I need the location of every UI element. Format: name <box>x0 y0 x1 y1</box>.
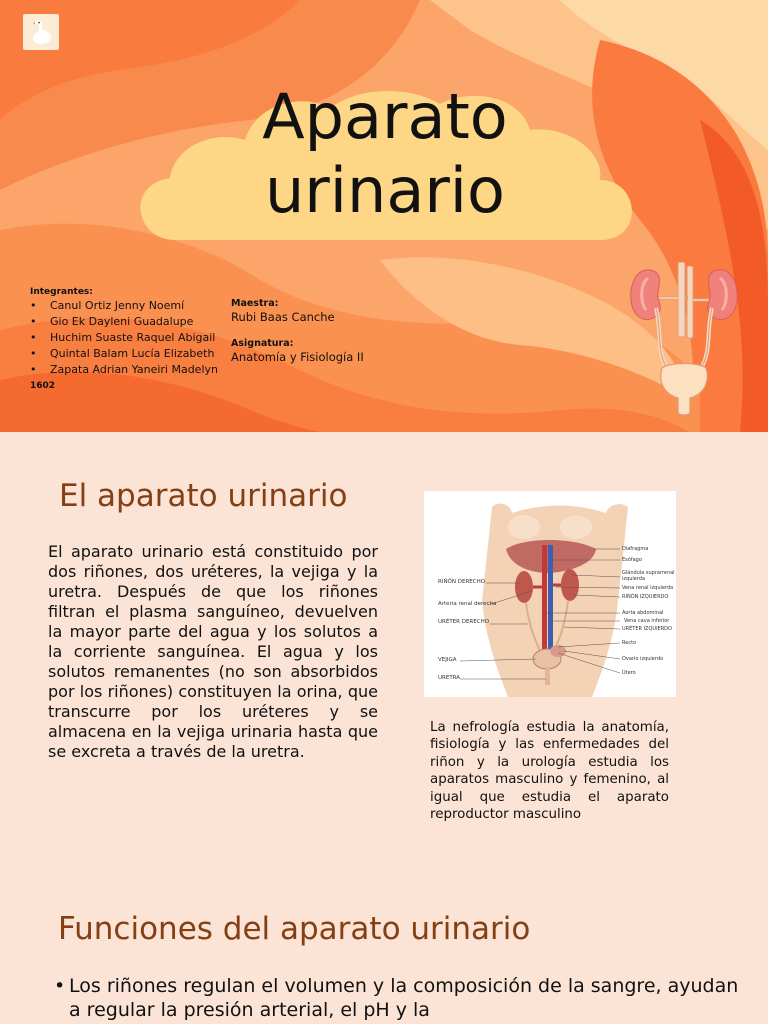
member-item: • Canul Ortiz Jenny Noemí <box>30 298 218 314</box>
functions-list <box>54 974 754 1022</box>
figure-label: Vena renal izquierda <box>622 585 674 591</box>
urinary-system-illustration <box>628 262 740 422</box>
figure-label: Aorta abdominal <box>622 610 664 616</box>
figure-label: RIÑÓN IZQUIERDO <box>622 594 669 600</box>
app-logo <box>23 14 59 50</box>
figure-label: Glándula suprarrenal <box>622 570 675 576</box>
content-slide-1 <box>0 432 768 864</box>
figure-label: Útero <box>622 670 636 676</box>
presentation-title <box>135 80 635 228</box>
member-item: • Zapata Adrian Yaneiri Madelyn <box>30 362 218 378</box>
title-line-2: urinario <box>265 154 505 227</box>
figure-label: URÉTER IZQUIERDO <box>622 626 672 632</box>
description-paragraph: El aparato urinario está constituido por dos riñones, dos uréteres, la vejiga y la uretra. Después de que los riñones filtran el plasma sanguíneo, devuelven la mayor parte del agua y los solutos a la corriente sanguínea. El agua y los solutos remanentes (no son absorbidos por los riñones) constituyen la orina, que transcurre por los uréteres y se almacena en la vejiga urinaria hasta que se excreta a través de la uretra. <box>48 542 378 761</box>
title-slide <box>0 0 768 432</box>
teacher-name: Rubi Baas Canche <box>231 310 335 324</box>
figure-label: URÉTER DERECHO <box>438 619 490 625</box>
figure-label: Vena cava inferior <box>624 618 670 624</box>
list-item: • Los riñones regulan el volumen y la composición de la sangre, ayudan a regular la presión arterial, el pH y la <box>54 974 754 1022</box>
anatomy-figure <box>424 491 676 697</box>
members-block <box>30 286 218 394</box>
member-item: • Quintal Balam Lucía Elizabeth <box>30 346 218 362</box>
figure-label: izquierda <box>622 576 646 582</box>
title-line-1: Aparato <box>262 80 508 153</box>
course-info <box>231 297 364 365</box>
side-note: La nefrología estudia la anatomía, fisiología y las enfermedades del riñon y la urología estudia los aparatos masculino y femenino, al igual que estudia el aparato reproductor masculino <box>430 720 669 823</box>
member-item: • Gio Ek Dayleni Guadalupe <box>30 314 218 330</box>
group-number: 1602 <box>30 381 56 391</box>
figure-label: Esófago <box>622 557 642 563</box>
members-label: Integrantes: <box>30 287 93 297</box>
figure-label: Diafragma <box>622 546 649 552</box>
figure-label: VEJIGA <box>438 657 457 663</box>
subject-name: Anatomía y Fisiología II <box>231 350 364 364</box>
section-heading: El aparato urinario <box>59 478 348 514</box>
figure-label: Arteria renal derecha <box>438 601 497 607</box>
teacher-label: Maestra: <box>231 298 279 309</box>
members-list <box>30 298 218 378</box>
content-slide-2 <box>0 864 768 1024</box>
figure-label: URETRA <box>438 675 461 681</box>
figure-label: RIÑÓN DERECHO <box>438 579 486 585</box>
member-item: • Huchim Suaste Raquel Abigail <box>30 330 218 346</box>
functions-heading: Funciones del aparato urinario <box>58 911 531 947</box>
goose-icon <box>23 14 59 50</box>
subject-label: Asignatura: <box>231 338 294 349</box>
figure-label: Recto <box>622 640 637 646</box>
figure-label: Ovario izquierdo <box>622 656 664 662</box>
